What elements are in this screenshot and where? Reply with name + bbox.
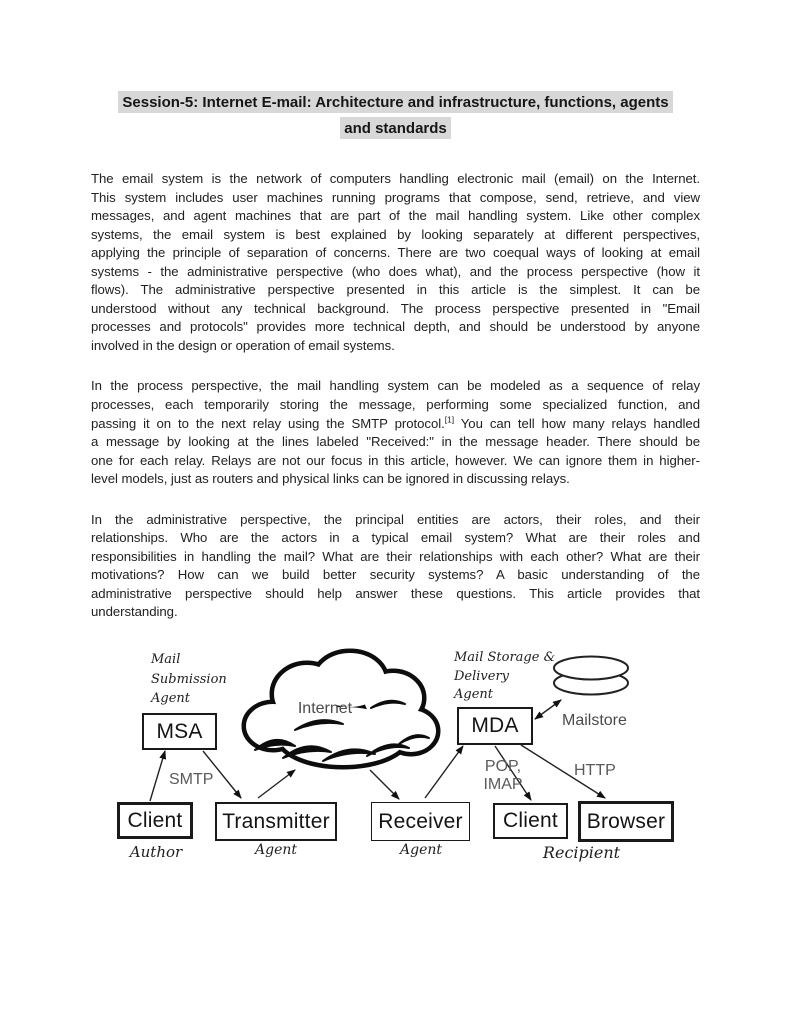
mda-role-label xyxy=(454,649,555,705)
paragraph-line: involved in the design or operation of email systems. xyxy=(91,337,395,353)
label-line: Delivery xyxy=(454,668,510,684)
paragraph-line: systems - the administrative perspective (who does what), and the process perspective (how it xyxy=(91,263,700,279)
label-line: IMAP xyxy=(483,775,523,793)
article-body xyxy=(91,170,700,644)
paragraph-line: messages, and agent machines that are part of the mail handling system. Like other complex xyxy=(91,208,700,224)
mailstore-disks-icon xyxy=(554,657,628,695)
label-line: Mail xyxy=(151,652,181,667)
arrow-transmitter-to-internet xyxy=(258,770,295,798)
paragraph-line: processes, each temporarily storing the message, performing some specialized function, and xyxy=(91,397,700,413)
transmitter-agent-label: Agent xyxy=(255,842,297,858)
mailstore-label: Mailstore xyxy=(562,712,627,729)
pop-imap-label xyxy=(473,758,533,793)
title-line-1: Session-5: Internet E-mail: Architecture and infrastructure, functions, agents xyxy=(0,90,791,116)
http-label: HTTP xyxy=(574,762,616,779)
paragraph-line: understanding. xyxy=(91,604,178,620)
paragraph-line: This system includes user machines running programs that compose, send, retrieve, and view xyxy=(91,189,700,205)
author-label: Author xyxy=(129,843,183,861)
paragraph-line: level models, just as routers and physical links can be ignored in discussing relays. xyxy=(91,471,570,487)
paragraph-line: In the administrative perspective, the principal entities are actors, their roles, and their xyxy=(91,511,700,527)
mda-node: MDA xyxy=(457,707,533,745)
receiver-agent-label: Agent xyxy=(400,842,442,858)
paragraph-line: administrative perspective should help answer these questions. This article provides that xyxy=(91,585,700,601)
paragraph-line: motivations? How can we build better security systems? A basic understanding of the xyxy=(91,567,700,583)
paragraph-line: The email system is the network of computers handling electronic mail (email) on the Internet. xyxy=(91,171,700,186)
recipient-client-node: Client xyxy=(493,803,568,839)
arrow-client-to-msa xyxy=(150,751,165,801)
paragraph-line: relationships. Who are the actors in a typical email system? What are their roles and xyxy=(91,530,700,546)
paragraph-line: a message by looking at the lines labeled "Received:" in the message header. There should be xyxy=(91,434,700,450)
label-line: Submission xyxy=(151,671,227,687)
internet-label: Internet xyxy=(297,700,353,717)
label-line: Agent xyxy=(454,687,493,702)
paragraph-line: passing it on to the next relay using the SMTP protocol.[1] You can tell how many relays handled xyxy=(91,414,700,431)
email-architecture-diagram xyxy=(115,646,687,876)
paragraph-line: one for each relay. Relays are not our focus in this article, however. We can ignore them in higher- xyxy=(91,452,700,468)
browser-node: Browser xyxy=(578,801,674,842)
author-client-node: Client xyxy=(117,802,193,839)
paragraph-line: systems, the email system is best explained by looking separately at different perspectives, xyxy=(91,226,700,242)
recipient-label: Recipient xyxy=(542,843,621,862)
paragraph xyxy=(91,511,700,622)
paragraph-line: applying the principle of separation of concerns. There are two coequal ways of looking at email xyxy=(91,245,700,261)
footnote-ref: [1] xyxy=(444,414,455,425)
receiver-node: Receiver xyxy=(371,802,470,841)
paragraph-line: flows). The administrative perspective presented in this article is the simplest. It can be xyxy=(91,282,700,298)
smtp-label: SMTP xyxy=(169,771,214,788)
paragraph-line: In the process perspective, the mail handling system can be modeled as a sequence of relay xyxy=(91,378,700,394)
paragraph-line: responsibilities in handling the mail? What are their relationships with each other? What are their xyxy=(91,548,700,564)
arrow-internet-to-receiver xyxy=(370,770,399,799)
msa-node: MSA xyxy=(142,713,217,750)
paragraph-line: understood without any technical background. The process perspective presented in "Email xyxy=(91,300,700,316)
arrow-receiver-to-mda xyxy=(425,746,463,798)
title-line-2: and standards xyxy=(0,116,791,142)
paragraph-line: processes and protocols" provides more technical depth, and should be understood by anyone xyxy=(91,319,700,335)
paragraph xyxy=(91,377,700,488)
transmitter-node: Transmitter xyxy=(215,802,337,841)
msa-role-label xyxy=(151,650,227,709)
label-line: Mail Storage & xyxy=(454,650,556,665)
paragraph xyxy=(91,170,700,355)
label-line: POP, xyxy=(484,758,522,775)
page-title xyxy=(0,90,791,142)
label-line: Agent xyxy=(151,691,190,706)
